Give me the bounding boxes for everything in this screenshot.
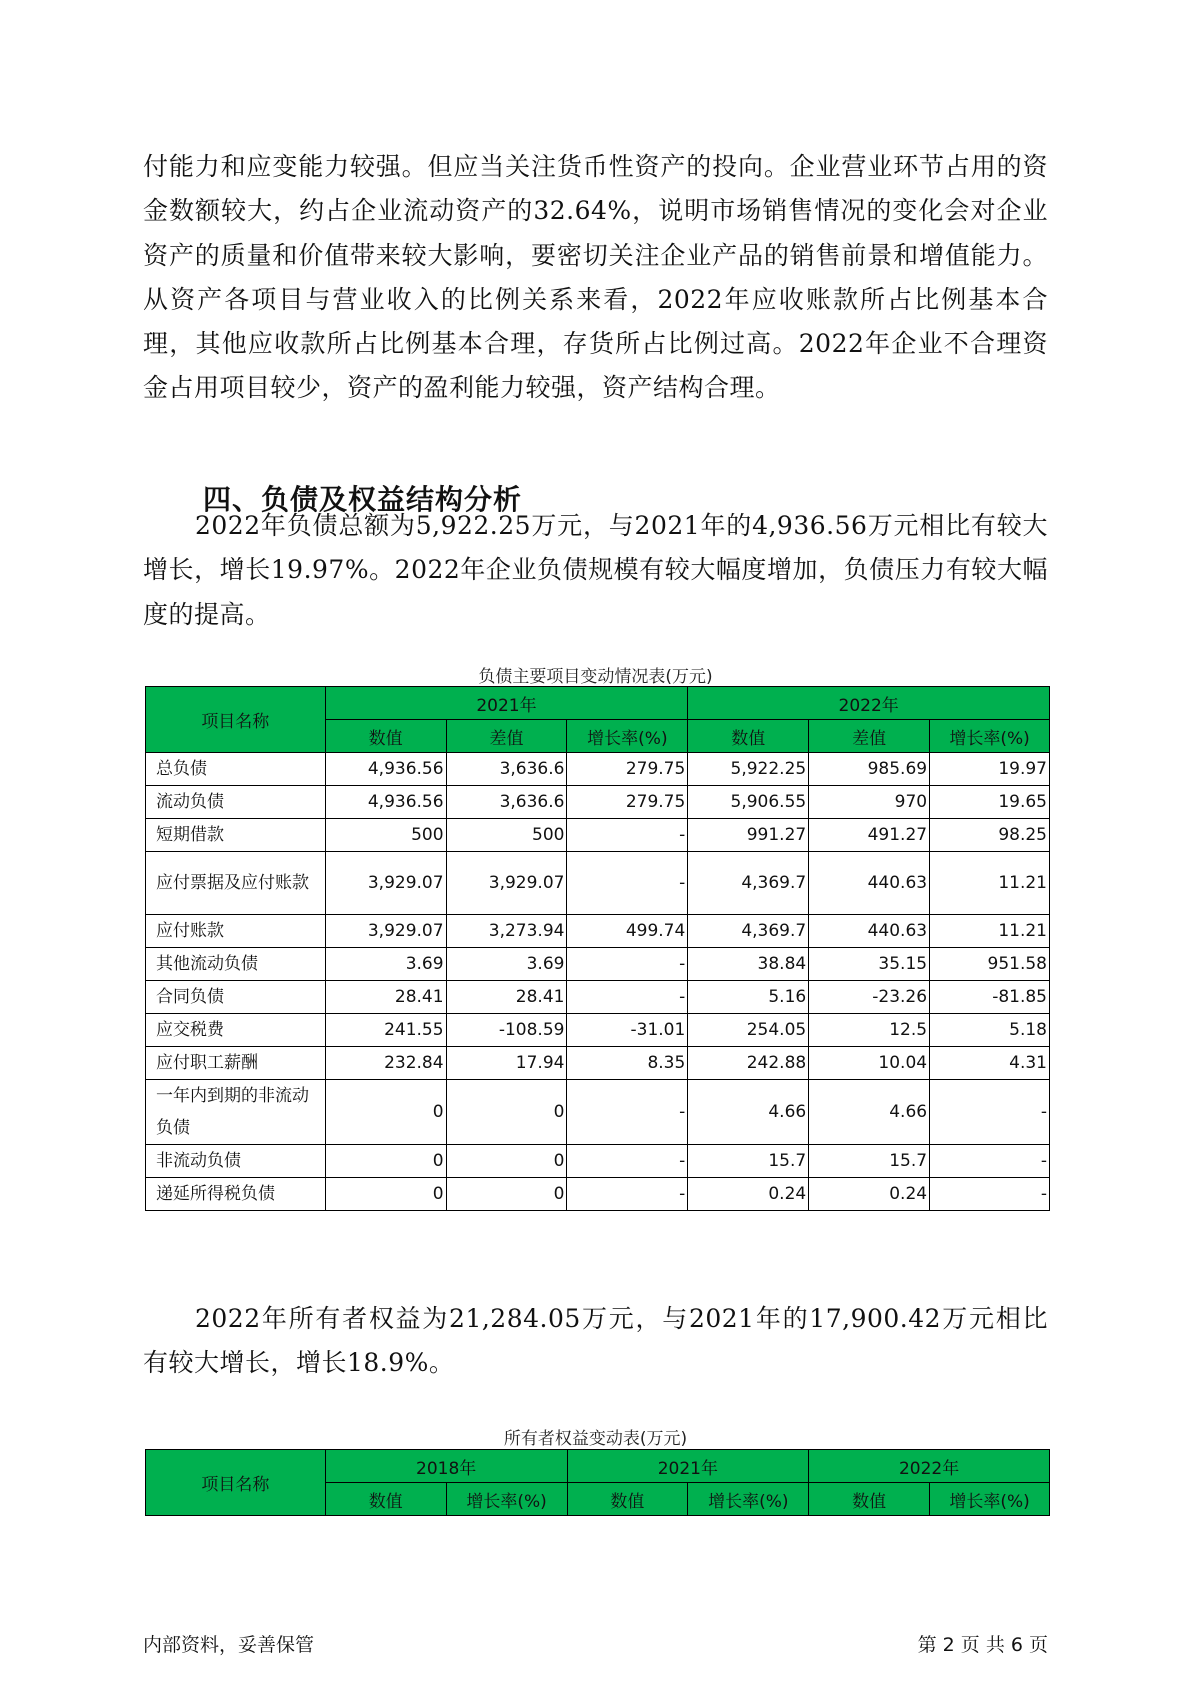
section-heading: 四、负债及权益结构分析 xyxy=(203,483,523,516)
cell: 3.69 xyxy=(325,948,446,981)
row-label: 总负债 xyxy=(146,753,326,786)
cell: 3,273.94 xyxy=(446,915,567,948)
cell: 3,929.07 xyxy=(325,915,446,948)
col-header: 数值 xyxy=(688,720,809,753)
table-row xyxy=(146,1080,1050,1145)
paragraph-debt-summary: 2022年负债总额为5,922.25万元，与2021年的4,936.56万元相比有较大增长，增长19.97%。2022年企业负债规模有较大幅度增加，负债压力有较大幅度的提高。 xyxy=(143,511,1048,629)
table-row xyxy=(146,852,1050,915)
cell: 500 xyxy=(325,819,446,852)
debt-table-item-header: 项目名称 xyxy=(146,687,326,753)
col-header: 增长率(%) xyxy=(446,1483,567,1516)
footer-confidential-note: 内部资料，妥善保管 xyxy=(143,1634,315,1656)
table-row xyxy=(146,1178,1050,1211)
table-row xyxy=(146,753,1050,786)
paragraph-asset-analysis: 付能力和应变能力较强。但应当关注货币性资产的投向。企业营业环节占用的资金数额较大，约占企业流动资产的32.64%，说明市场销售情况的变化会对企业资产的质量和价值带来较大影响，要密切关注企业产品的销售前景和增值能力。从资产各项目与营业收入的比例关系来看，2022年应收账款所占比例基本合理，其他应收款所占比例基本合理，存货所占比例过高。2022年企业不合理资金占用项目较少，资产的盈利能力较强，资产结构合理。 xyxy=(143,152,1048,403)
equity-table-year-2018: 2018年 xyxy=(325,1450,567,1483)
cell: -108.59 xyxy=(446,1014,567,1047)
cell: -31.01 xyxy=(567,1014,688,1047)
debt-table-year-2021: 2021年 xyxy=(325,687,688,720)
col-header: 增长率(%) xyxy=(567,720,688,753)
row-label: 其他流动负债 xyxy=(146,948,326,981)
cell: 985.69 xyxy=(809,753,930,786)
cell: 991.27 xyxy=(688,819,809,852)
table-row xyxy=(146,1145,1050,1178)
cell: 279.75 xyxy=(567,753,688,786)
cell: - xyxy=(567,1145,688,1178)
cell: 3,929.07 xyxy=(446,852,567,915)
equity-table-year-2022: 2022年 xyxy=(809,1450,1050,1483)
footer-page-number: 第 2 页 共 6 页 xyxy=(917,1634,1048,1656)
cell: -81.85 xyxy=(930,981,1050,1014)
cell: 17.94 xyxy=(446,1047,567,1080)
cell: 0 xyxy=(446,1145,567,1178)
cell: 3,636.6 xyxy=(446,786,567,819)
equity-table-year-2021: 2021年 xyxy=(567,1450,809,1483)
cell: 0 xyxy=(446,1080,567,1145)
equity-table xyxy=(145,1449,1050,1516)
cell: 3,929.07 xyxy=(325,852,446,915)
cell: 11.21 xyxy=(930,852,1050,915)
cell: - xyxy=(567,1178,688,1211)
cell: 241.55 xyxy=(325,1014,446,1047)
cell: 440.63 xyxy=(809,915,930,948)
cell: 5.16 xyxy=(688,981,809,1014)
cell: 5.18 xyxy=(930,1014,1050,1047)
col-header: 差值 xyxy=(446,720,567,753)
cell: 0.24 xyxy=(809,1178,930,1211)
cell: 35.15 xyxy=(809,948,930,981)
cell: 499.74 xyxy=(567,915,688,948)
table-row xyxy=(146,786,1050,819)
cell: 15.7 xyxy=(809,1145,930,1178)
row-label: 流动负债 xyxy=(146,786,326,819)
cell: 4,936.56 xyxy=(325,753,446,786)
col-header: 数值 xyxy=(325,1483,446,1516)
row-label: 非流动负债 xyxy=(146,1145,326,1178)
debt-table-caption: 负债主要项目变动情况表(万元) xyxy=(478,667,713,687)
cell: 3.69 xyxy=(446,948,567,981)
cell: - xyxy=(930,1178,1050,1211)
col-header: 数值 xyxy=(325,720,446,753)
debt-table xyxy=(145,686,1050,1211)
cell: 4.31 xyxy=(930,1047,1050,1080)
row-label: 递延所得税负债 xyxy=(146,1178,326,1211)
cell: 38.84 xyxy=(688,948,809,981)
table-row xyxy=(146,1047,1050,1080)
cell: 951.58 xyxy=(930,948,1050,981)
cell: 0 xyxy=(325,1178,446,1211)
cell: 491.27 xyxy=(809,819,930,852)
row-label: 短期借款 xyxy=(146,819,326,852)
col-header: 增长率(%) xyxy=(930,1483,1050,1516)
col-header: 增长率(%) xyxy=(688,1483,809,1516)
row-label: 应付职工薪酬 xyxy=(146,1047,326,1080)
cell: 5,906.55 xyxy=(688,786,809,819)
row-label: 应交税费 xyxy=(146,1014,326,1047)
cell: 232.84 xyxy=(325,1047,446,1080)
cell: 0.24 xyxy=(688,1178,809,1211)
cell: - xyxy=(567,819,688,852)
cell: 12.5 xyxy=(809,1014,930,1047)
row-label: 应付账款 xyxy=(146,915,326,948)
cell: - xyxy=(930,1145,1050,1178)
cell: - xyxy=(567,981,688,1014)
row-label: 一年内到期的非流动负债 xyxy=(146,1080,326,1145)
table-row xyxy=(146,915,1050,948)
cell: - xyxy=(930,1080,1050,1145)
cell: 8.35 xyxy=(567,1047,688,1080)
cell: 15.7 xyxy=(688,1145,809,1178)
cell: 4,369.7 xyxy=(688,852,809,915)
debt-table-year-2022: 2022年 xyxy=(688,687,1050,720)
table-row xyxy=(146,1014,1050,1047)
cell: 3,636.6 xyxy=(446,753,567,786)
cell: 0 xyxy=(325,1145,446,1178)
cell: -23.26 xyxy=(809,981,930,1014)
cell: - xyxy=(567,1080,688,1145)
table-row xyxy=(146,819,1050,852)
col-header: 数值 xyxy=(809,1483,930,1516)
cell: 98.25 xyxy=(930,819,1050,852)
cell: 5,922.25 xyxy=(688,753,809,786)
cell: 4,369.7 xyxy=(688,915,809,948)
cell: 4.66 xyxy=(809,1080,930,1145)
table-row xyxy=(146,948,1050,981)
cell: 11.21 xyxy=(930,915,1050,948)
cell: 10.04 xyxy=(809,1047,930,1080)
cell: 19.65 xyxy=(930,786,1050,819)
cell: 254.05 xyxy=(688,1014,809,1047)
cell: 440.63 xyxy=(809,852,930,915)
row-label: 应付票据及应付账款 xyxy=(146,852,326,915)
cell: 28.41 xyxy=(446,981,567,1014)
cell: 4.66 xyxy=(688,1080,809,1145)
cell: 28.41 xyxy=(325,981,446,1014)
cell: 4,936.56 xyxy=(325,786,446,819)
cell: 242.88 xyxy=(688,1047,809,1080)
cell: 970 xyxy=(809,786,930,819)
cell: 279.75 xyxy=(567,786,688,819)
cell: 0 xyxy=(325,1080,446,1145)
col-header: 差值 xyxy=(809,720,930,753)
equity-table-caption: 所有者权益变动表(万元) xyxy=(503,1429,688,1449)
cell: - xyxy=(567,852,688,915)
paragraph-equity-summary: 2022年所有者权益为21,284.05万元，与2021年的17,900.42万元相比有较大增长，增长18.9%。 xyxy=(143,1304,1048,1378)
cell: 500 xyxy=(446,819,567,852)
table-row xyxy=(146,981,1050,1014)
col-header: 数值 xyxy=(567,1483,688,1516)
cell: 0 xyxy=(446,1178,567,1211)
col-header: 增长率(%) xyxy=(930,720,1050,753)
cell: 19.97 xyxy=(930,753,1050,786)
equity-table-item-header: 项目名称 xyxy=(146,1450,326,1516)
cell: - xyxy=(567,948,688,981)
row-label: 合同负债 xyxy=(146,981,326,1014)
